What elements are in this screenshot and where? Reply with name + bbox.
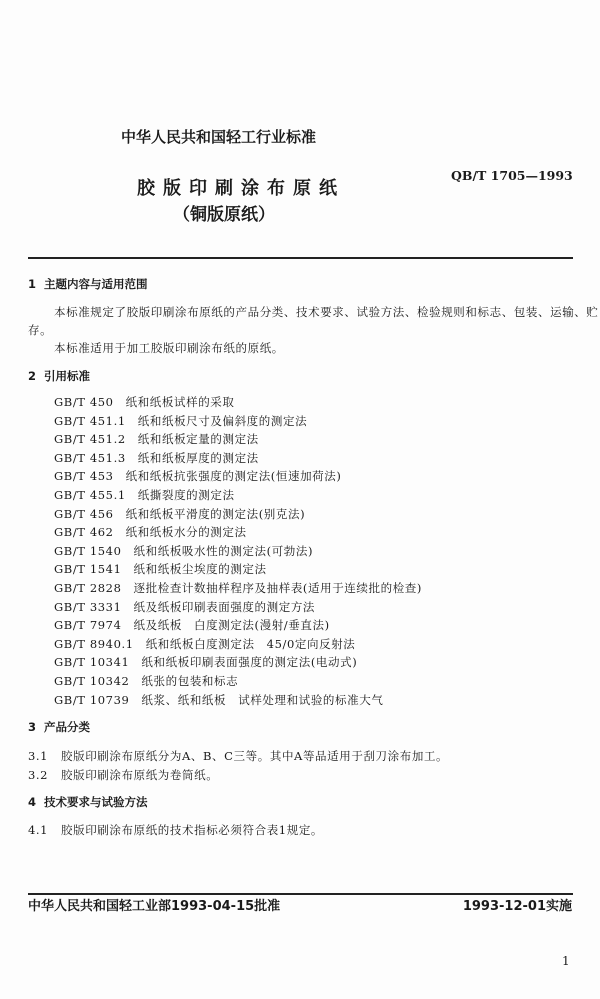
reference-title: 纸和纸板水分的测定法 xyxy=(125,525,247,540)
reference-code: GB/T 462 xyxy=(54,525,114,540)
reference-title: 逐批检查计数抽样程序及抽样表(适用于连续批的检查) xyxy=(133,581,422,595)
reference-code: GB/T 451.3 xyxy=(54,450,126,465)
document-title: 胶版印刷涂布原纸 xyxy=(137,178,345,199)
reference-item xyxy=(54,692,384,707)
reference-item xyxy=(54,620,330,632)
header-rule xyxy=(28,257,573,259)
reference-item xyxy=(54,564,267,576)
section-4-heading: 4 技术要求与试验方法 xyxy=(28,795,148,809)
reference-item xyxy=(54,434,259,446)
reference-item xyxy=(54,397,235,409)
reference-title: 纸和纸板吸水性的测定法(可勃法) xyxy=(133,543,314,558)
reference-item xyxy=(54,657,357,669)
reference-title: 纸撕裂度的测定法 xyxy=(137,488,235,502)
reference-title: 纸和纸板试样的采取 xyxy=(125,395,235,409)
reference-code: GB/T 2828 xyxy=(54,581,122,595)
reference-title: 纸及纸板 白度测定法(漫射/垂直法) xyxy=(133,618,330,633)
page-number: 1 xyxy=(562,954,570,968)
clause-3-2-number: 3.2 xyxy=(28,768,49,782)
standard-code: QB/T 1705—1993 xyxy=(451,168,573,183)
reference-code: GB/T 10342 xyxy=(54,674,130,688)
reference-item xyxy=(54,676,238,688)
reference-code: GB/T 451.1 xyxy=(54,413,126,428)
approval-date: 中华人民共和国轻工业部1993-04-15批准 xyxy=(28,899,281,914)
reference-code: GB/T 1540 xyxy=(54,543,122,558)
reference-item xyxy=(54,413,308,428)
reference-title: 纸张的包装和标志 xyxy=(141,674,239,688)
reference-title: 纸和纸板厚度的测定法 xyxy=(137,450,259,465)
section-1-scope: 本标准适用于加工胶版印刷涂布纸的原纸。 xyxy=(54,341,284,355)
reference-code: GB/T 450 xyxy=(54,395,114,409)
reference-code: GB/T 7974 xyxy=(54,618,122,633)
footer-rule xyxy=(28,893,573,895)
reference-item xyxy=(54,450,259,465)
reference-title: 纸和纸板平滑度的测定法(别克法) xyxy=(125,506,306,521)
reference-item xyxy=(54,599,316,614)
reference-item xyxy=(54,471,341,483)
reference-title: 纸和纸板尺寸及偏斜度的测定法 xyxy=(137,413,308,428)
reference-code: GB/T 455.1 xyxy=(54,488,126,502)
clause-4-1: 胶版印刷涂布原纸的技术指标必须符合表1规定。 xyxy=(61,823,324,837)
reference-title: 纸浆、纸和纸板 试样处理和试验的标准大气 xyxy=(141,692,384,707)
reference-item xyxy=(54,490,235,502)
reference-code: GB/T 451.2 xyxy=(54,432,126,447)
reference-title: 纸和纸板抗张强度的测定法(恒速加荷法) xyxy=(125,469,342,484)
document-subtitle: （铜版原纸） xyxy=(173,205,275,225)
reference-code: GB/T 10341 xyxy=(54,655,130,670)
reference-title: 纸和纸板尘埃度的测定法 xyxy=(133,562,267,577)
reference-code: GB/T 10739 xyxy=(54,692,130,707)
reference-title: 纸及纸板印刷表面强度的测定方法 xyxy=(133,599,316,614)
reference-title: 纸和纸板白度测定法 45/0定向反射法 xyxy=(145,636,356,651)
section-2-heading: 2 引用标准 xyxy=(28,369,91,383)
reference-title: 纸和纸板定量的测定法 xyxy=(137,432,259,447)
effective-date: 1993-12-01实施 xyxy=(462,899,572,914)
section-1-para: 本标准规定了胶版印刷涂布原纸的产品分类、技术要求、试验方法、检验规则和标志、包装、运输、贮 xyxy=(54,305,599,319)
section-1-heading: 1 主题内容与适用范围 xyxy=(28,277,148,291)
section-3-heading: 3 产品分类 xyxy=(28,720,91,734)
reference-item xyxy=(54,583,422,595)
reference-item xyxy=(54,506,306,521)
reference-code: GB/T 456 xyxy=(54,506,114,521)
reference-title: 纸和纸板印刷表面强度的测定法(电动式) xyxy=(141,655,358,670)
reference-code: GB/T 1541 xyxy=(54,562,122,577)
reference-code: GB/T 8940.1 xyxy=(54,636,134,651)
reference-item xyxy=(54,527,247,539)
reference-item xyxy=(54,543,314,558)
clause-3-1: 胶版印刷涂布原纸分为A、B、C三等。其中A等品适用于刮刀涂布加工。 xyxy=(61,749,449,763)
reference-code: GB/T 453 xyxy=(54,469,114,484)
reference-code: GB/T 3331 xyxy=(54,599,122,614)
clause-3-1-number: 3.1 xyxy=(28,749,49,763)
section-1-para-cont: 存。 xyxy=(28,323,53,337)
clause-4-1-number: 4.1 xyxy=(28,823,49,837)
clause-3-2: 胶版印刷涂布原纸为卷筒纸。 xyxy=(61,768,219,782)
issuing-org: 中华人民共和国轻工行业标准 xyxy=(121,128,317,146)
reference-item xyxy=(54,636,356,651)
